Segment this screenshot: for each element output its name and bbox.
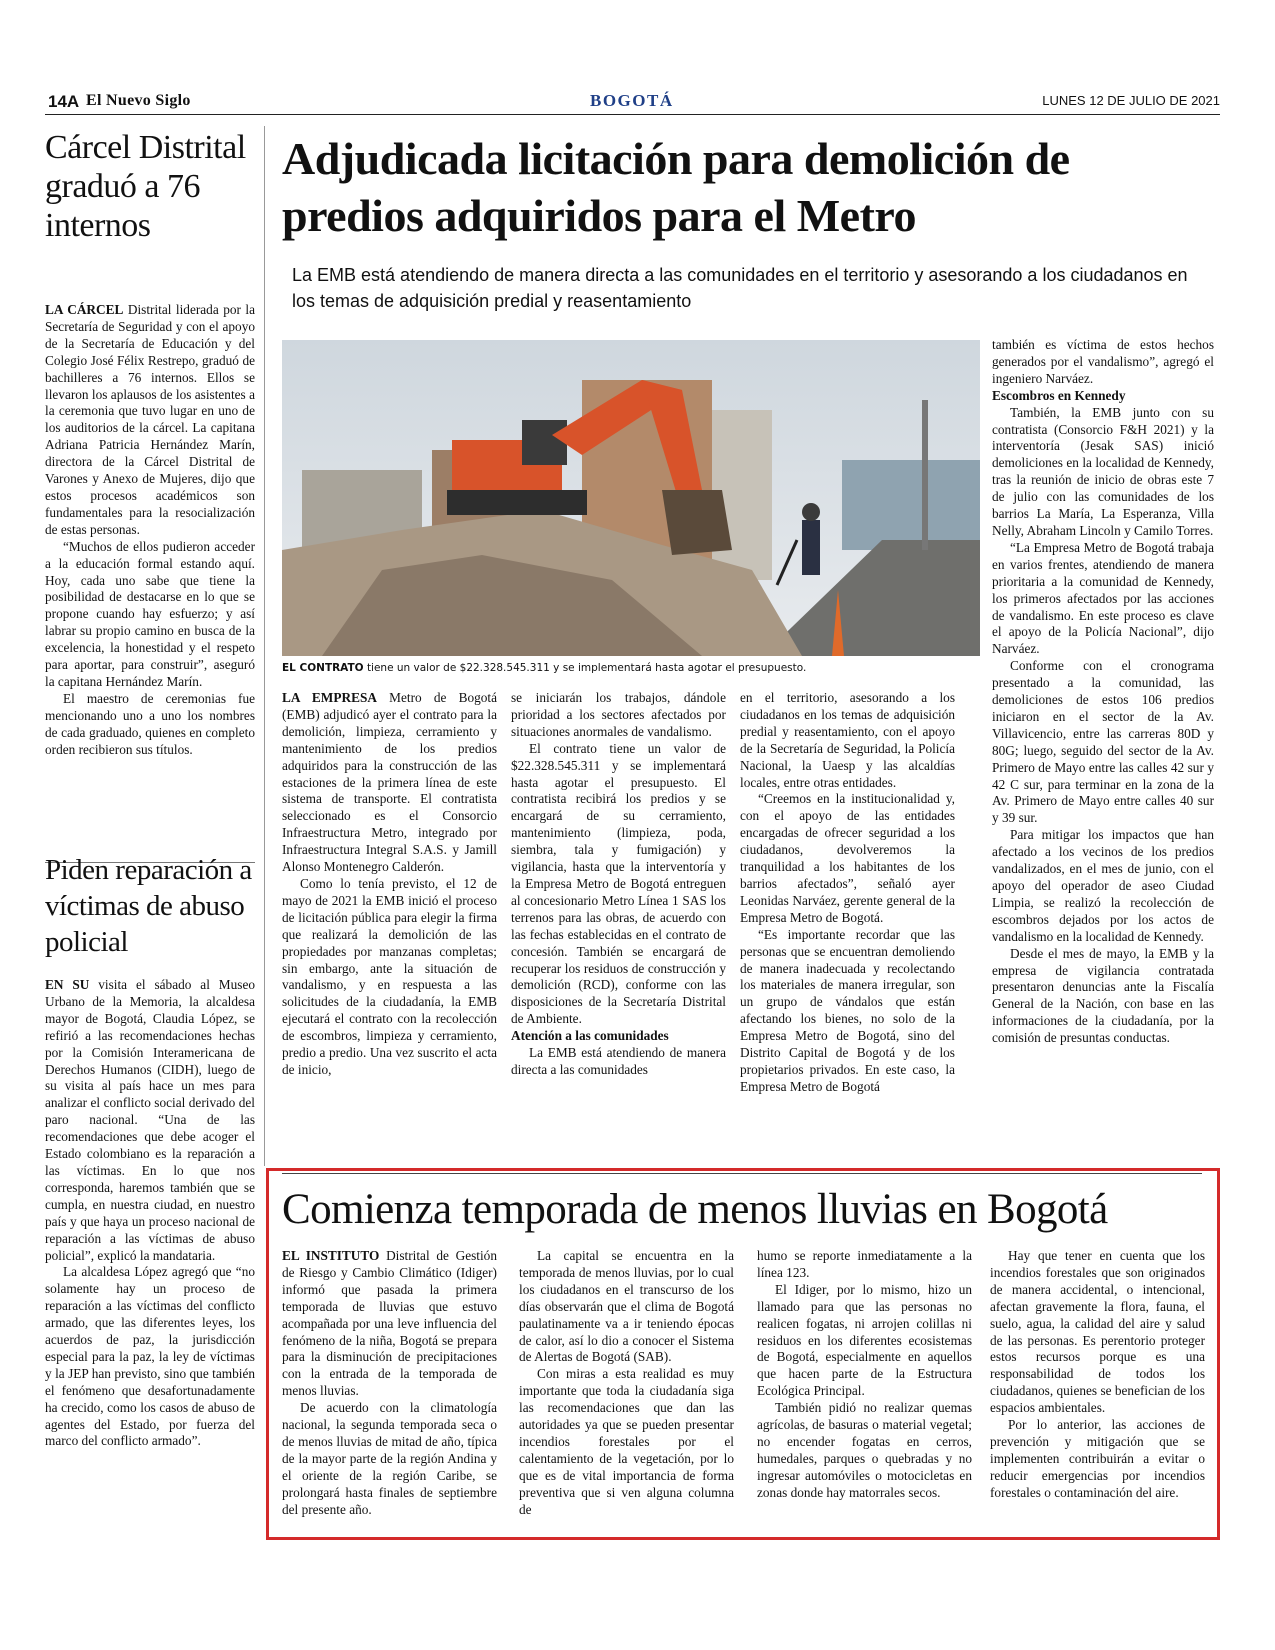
box-col-3 bbox=[757, 1248, 972, 1502]
side-story-1-body bbox=[45, 302, 255, 758]
main-col-2 bbox=[511, 690, 726, 1079]
issue-date: LUNES 12 DE JULIO DE 2021 bbox=[1042, 93, 1220, 108]
side-story-1-lead: LA CÁRCEL bbox=[45, 302, 124, 317]
excavator-scene-image bbox=[282, 340, 980, 656]
main-col-3 bbox=[740, 690, 955, 1096]
box-lead: EL INSTITUTO bbox=[282, 1248, 380, 1263]
paragraph: Desde el mes de mayo, la EMB y la empresa de vigilancia contratada presentaron denuncias ante la Fiscalía General de la Nación, con base en las informaciones de la ciudadanía, por la comisión de presuntas conductas. bbox=[992, 945, 1214, 1046]
paragraph: Con miras a esta realidad es muy importante que toda la ciudadanía siga las recomendaciones que dan las autoridades ya que se pueden presentar incendios forestales por el calentamiento de la vegetación, por lo que es de vital importancia de forma preventiva que si ven alguna columna de bbox=[519, 1366, 734, 1517]
subhead-escombros: Escombros en Kennedy bbox=[992, 387, 1126, 403]
paragraph: Para mitigar los impactos que han afectado a los vecinos de los predios vandalizados, en el mes de junio, con el apoyo del operador de aseo Ciudad Limpia, se realizó la recolección de escombros dejados por los actos de vandalismo en la localidad de Kennedy. bbox=[992, 827, 1214, 944]
main-col-1 bbox=[282, 690, 497, 1079]
side-story-2-lead: EN SU bbox=[45, 977, 90, 992]
box-col-1 bbox=[282, 1248, 497, 1519]
paragraph: “Es importante recordar que las personas que se encuentran demoliendo de manera inadecuada y recolectando los materiales de manera irregular, son un grupo de vándalos que están afectando los bienes, no solo de la Empresa Metro de Bogotá, sino del Distrito Capital de Bogotá y de los propietarios privados. En este caso, la Empresa Metro de Bogotá bbox=[740, 926, 955, 1094]
main-deck: La EMB está atendiendo de manera directa a las comunidades en el territorio y asesorando a los ciudadanos en los temas de adquisición predial y reasentamiento bbox=[292, 265, 1188, 311]
caption-lead: EL CONTRATO bbox=[282, 662, 364, 674]
paragraph: se iniciarán los trabajos, dándole prioridad a los sectores afectados por situaciones anormales de vandalismo. bbox=[511, 690, 726, 739]
paragraph: Por lo anterior, las acciones de prevención y mitigación que se implementen contribuirán a evitar o reducir emergencias por incendios forestales o contaminación del aire. bbox=[990, 1417, 1205, 1500]
paragraph: También, la EMB junto con su contratista (Consorcio F&H 2021) y la interventoría (Jesak SAS) inició demoliciones en la localidad de Kennedy, tras la reunión de inicio de obras este 7 de julio con las comunidades de los barrios La María, La Esperanza, Villa Nelly, Abraham Lincoln y Camilo Torres. bbox=[992, 404, 1214, 538]
paragraph: “La Empresa Metro de Bogotá trabaja en varios frentes, atendiendo de manera prioritaria a la comunidad de Kennedy, los primeros afectados por las acciones de vandalismo. En este proceso es clave el apoyo de la Policía Nacional”, dijo Narváez. bbox=[992, 539, 1214, 657]
vertical-divider bbox=[264, 126, 265, 1166]
main-lead: LA EMPRESA bbox=[282, 690, 377, 705]
box-top-rule bbox=[282, 1173, 1202, 1174]
main-col-4 bbox=[992, 337, 1214, 1047]
paragraph: Metro de Bogotá (EMB) adjudicó ayer el contrato para la demolición, limpieza, cerramiento y mantenimiento de los predios adquiridos para la construcción de las estaciones de la primera línea de este sistema de transporte. El contratista seleccionado es el Consorcio Infraestructura Metro, integrado por Infraestructura Integral S.A.S. y Jamill Alonso Montenegro Calderón. bbox=[282, 690, 498, 875]
paragraph: El maestro de ceremonias fue mencionando uno a uno los nombres de cada graduado, quienes en completo orden recibieron sus títulos. bbox=[45, 690, 255, 757]
page-number: 14A bbox=[48, 92, 80, 111]
paragraph: El Idiger, por lo mismo, hizo un llamado para que las personas no realicen fogatas, ni arrojen colillas ni residuos en los diferentes ecosistemas de Bogotá, especialmente en aquellos que hacen parte de la Estructura Ecológica Principal. bbox=[757, 1281, 972, 1399]
photo-caption bbox=[282, 662, 982, 674]
side-story-2-body bbox=[45, 977, 255, 1450]
paragraph: La EMB está atendiendo de manera directa a las comunidades bbox=[511, 1045, 726, 1077]
box-headline: Comienza temporada de menos lluvias en Bogotá bbox=[282, 1186, 1108, 1233]
paragraph: visita el sábado al Museo Urbano de la Memoria, la alcaldesa mayor de Bogotá, Claudia López, se refirió a las recomendaciones hechas por la Comisión Interamericana de Derechos Humanos (CIDH), luego de su visita al país hace un mes para analizar el conflicto social derivado del paro nacional. “Una de las recomendaciones que debe acoger el Estado colombiano es la reparación a las víctimas. En lo que nos corresponda, haremos también que se cumpla, en nuestra ciudad, en nuestro país y que haya un proceso nacional de reparación a las víctimas de abuso policial”, explicó la mandataria. bbox=[45, 977, 256, 1263]
paragraph: La alcaldesa López agregó que “no solamente hay un proceso de reparación a las víctimas del conflicto armado, que las diferentes leyes, los acuerdos de paz, la jurisdicción especial para la paz, la ley de víctimas y la JEP han previsto, sino que también el fenómeno que desafortunadamente ha crecido, como los casos de abuso de agentes del Estado, por fuerza del marco del conflicto armado”. bbox=[45, 1264, 255, 1449]
paragraph: Hay que tener en cuenta que los incendios forestales que son originados de manera accidental, o intencional, afectan gravemente la flora, fauna, el suelo, agua, la calidad del aire y salud de las personas. Es perentorio proteger estos recursos porque es una responsabilidad de todos los ciudadanos, quienes se benefician de los espacios ambientales. bbox=[990, 1248, 1205, 1416]
paragraph: La capital se encuentra en la temporada de menos lluvias, por lo cual los ciudadanos en el transcurso de los días observarán que el clima de Bogotá paulatinamente va a ir teniendo épocas de calor, así lo dio a conocer el Sistema de Alertas de Bogotá (SAB). bbox=[519, 1248, 734, 1365]
newspaper-name: El Nuevo Siglo bbox=[86, 92, 191, 109]
paragraph: “Muchos de ellos pudieron acceder a la educación formal estando aquí. Hoy, cada uno sabe que tiene la posibilidad de destacarse en lo que se propone cuando hay esfuerzo; y así labrar su propio camino en busca de la excelencia, la honestidad y el respeto para aportar, para construir”, aseguró la capitana Hernández Marín. bbox=[45, 538, 255, 689]
caption-text: tiene un valor de $22.328.545.311 y se implementará hasta agotar el presupuesto. bbox=[366, 662, 807, 674]
paragraph: El contrato tiene un valor de $22.328.545.311 y se implementará hasta agotar el presupuesto. El contratista recibirá los predios y se encargará de su cerramiento, mantenimiento (limpieza, poda, siembra, tala y fumigación) y vigilancia, hasta que la interventoría y la Empresa Metro de Bogotá entreguen al concesionario Metro Línea 1 SAS los terrenos para las obras, de acuerdo con las fechas establecidas en el contrato de concesión. También se encargará de recuperar los residuos de construcción y demolición (RCD), conforme con las disposiciones de la Secretaría Distrital de Ambiente. bbox=[511, 740, 726, 1027]
construction-photo bbox=[282, 340, 980, 656]
main-headline: Adjudicada licitación para demolición de predios adquiridos para el Metro bbox=[282, 133, 1070, 241]
paragraph: humo se reporte inmediatamente a la línea 123. bbox=[757, 1248, 972, 1280]
paragraph: De acuerdo con la climatología nacional, la segunda temporada seca o de menos lluvias de mitad de año, típica de la mayor parte de la región Andina y el oriente de la región Caribe, se prolongará hasta finales de septiembre del presente año. bbox=[282, 1400, 497, 1517]
box-col-4 bbox=[990, 1248, 1205, 1502]
paragraph: Como lo tenía previsto, el 12 de mayo de 2021 la EMB inició el proceso de licitación pública para elegir la firma que realizará la demolición de las propiedades por manzanas completas; sin embargo, ante la situación de vandalismo, y en respuesta a las solicitudes de la ciudadanía, la EMB ejecutará el contrato con la recolección de escombros, limpieza y cerramiento, predio a predio. Una vez suscrito el acta de inicio, bbox=[282, 875, 497, 1077]
paragraph: Conforme con el cronograma presentado a la comunidad, las demoliciones de estos 106 predios iniciaron en el sector de la Av. Villavicencio, entre las carreras 80D y 80G; luego, seguido del sector de la Av. Primero de Mayo entre las calles 42 sur y 42 C sur, para terminar en la zona de la Av. Primero de Mayo entre calles 40 sur y 39 sur. bbox=[992, 658, 1214, 826]
subhead-atencion: Atención a las comunidades bbox=[511, 1028, 669, 1044]
paragraph: Distrital de Gestión de Riesgo y Cambio Climático (Idiger) informó que pasada la primera temporada de lluvias que estuvo acompañada por una leve influencia del fenómeno de la niña, Bogotá se prepara para la disminución de precipitaciones con la entrada de la temporada de menos lluvias. bbox=[282, 1248, 497, 1399]
box-col-2 bbox=[519, 1248, 734, 1519]
side-story-2-headline: Piden reparación a víctimas de abuso policial bbox=[45, 854, 252, 958]
paragraph: Distrital liderada por la Secretaría de Seguridad y con el apoyo de la Secretaría de Educación y del Colegio José Félix Restrepo, graduó de bachilleres a 76 internos. Ellos se llevaron los aplausos de los asistentes a la ceremonia que tuvo lugar en uno de los auditorios de la cárcel. La capitana Adriana Patricia Hernández Marín, directora de la Cárcel Distrital de Varones y Anexo de Mujeres, dijo que estos procesos académicos son fundamentales para la resocialización de estas personas. bbox=[45, 302, 256, 537]
paragraph: También pidió no realizar quemas agrícolas, de basuras o material vegetal; no encender fogatas en cerros, humedales, parques o quebradas y no ingresar automóviles o motocicletas en zonas donde hay matorrales secos. bbox=[757, 1400, 972, 1500]
paragraph: también es víctima de estos hechos generados por el vandalismo”, agregó el ingeniero Narváez. bbox=[992, 337, 1214, 386]
section-name: BOGOTÁ bbox=[590, 91, 674, 110]
paragraph: en el territorio, asesorando a los ciudadanos en los temas de adquisición predial y reasentamiento, con el apoyo de la Secretaría de Seguridad, la Policía Nacional, la Uaesp y las alcaldías locales, entre otras entidades. bbox=[740, 690, 955, 790]
side-story-1-headline: Cárcel Distrital graduó a 76 internos bbox=[45, 129, 246, 244]
paragraph: “Creemos en la institucionalidad y, con el apoyo de las entidades encargadas de ofrecer seguridad a los ciudadanos, devolveremos la tranquilidad a los habitantes de los barrios afectados”, señaló ayer Leonidas Narváez, gerente general de la Empresa Metro de Bogotá. bbox=[740, 791, 955, 925]
header-rule bbox=[45, 114, 1220, 115]
